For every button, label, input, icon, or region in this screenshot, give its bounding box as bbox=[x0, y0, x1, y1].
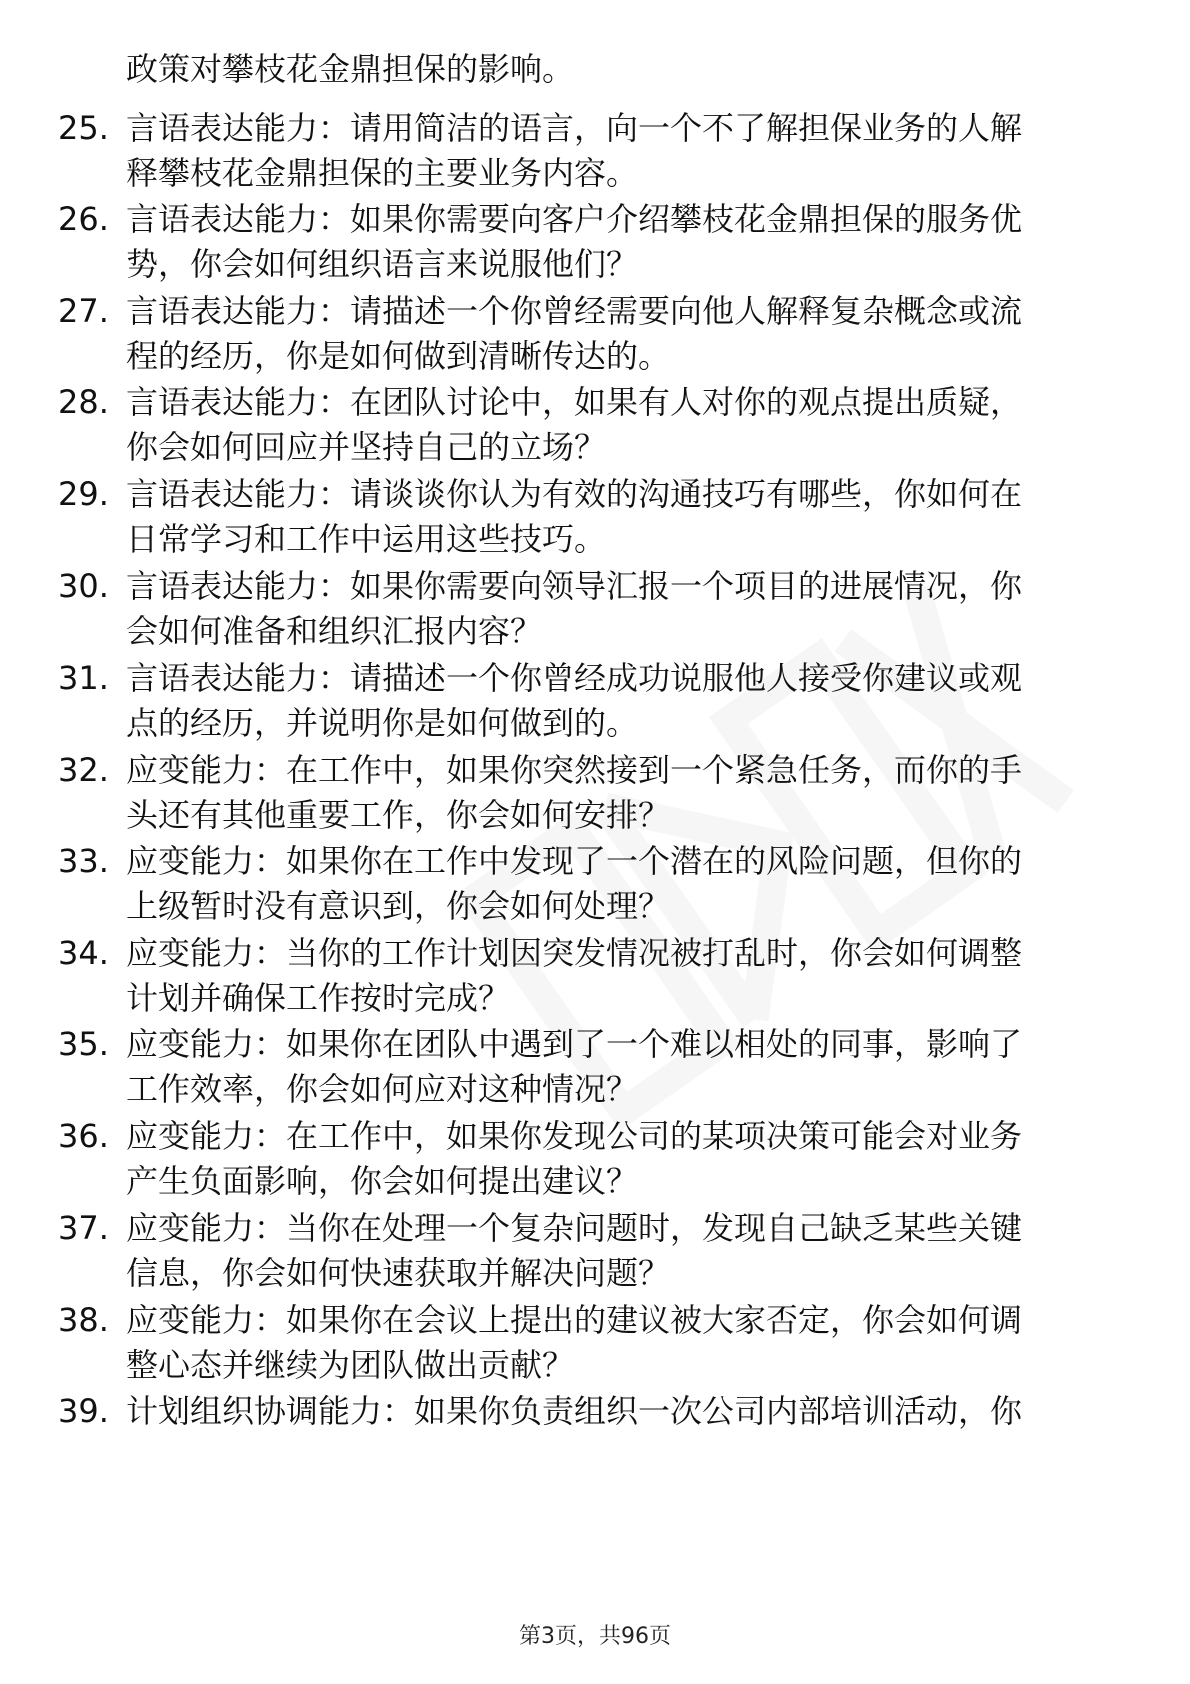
item-text: 计划组织协调能力：如果你负责组织一次公司内部培训活动，你 bbox=[126, 1392, 1023, 1430]
item-number: 27. bbox=[58, 292, 109, 330]
item-text: 应变能力：在工作中，如果你突然接到一个紧急任务，而你的手 头还有其他重要工作，你会如何安排？ bbox=[126, 751, 1023, 834]
item-text: 应变能力：如果你在会议上提出的建议被大家否定，你会如何调 整心态并继续为团队做出贡献？ bbox=[126, 1301, 1023, 1384]
item-number: 26. bbox=[58, 200, 109, 238]
item-number: 39. bbox=[58, 1392, 109, 1430]
item-number: 25. bbox=[58, 109, 109, 147]
item-number: 31. bbox=[58, 659, 109, 697]
item-text: 言语表达能力：请描述一个你曾经成功说服他人接受你建议或观 点的经历，并说明你是如何做到的。 bbox=[126, 659, 1023, 742]
item-number: 28. bbox=[58, 383, 109, 421]
item-number: 35. bbox=[58, 1025, 109, 1063]
item-number: 34. bbox=[58, 934, 109, 972]
page-footer: 第3页，共96页 bbox=[519, 1624, 671, 1649]
item-number: 37. bbox=[58, 1209, 109, 1247]
continuation-text: 政策对攀枝花金鼎担保的影响。 bbox=[126, 50, 575, 88]
item-number: 36. bbox=[58, 1117, 109, 1155]
item-text: 应变能力：当你在处理一个复杂问题时，发现自己缺乏某些关键 信息，你会如何快速获取并解决问题？ bbox=[126, 1209, 1023, 1292]
item-text: 应变能力：如果你在工作中发现了一个潜在的风险问题，但你的 上级暂时没有意识到，你会如何处理？ bbox=[126, 842, 1023, 925]
item-text: 应变能力：当你的工作计划因突发情况被打乱时，你会如何调整 计划并确保工作按时完成？ bbox=[126, 934, 1023, 1017]
item-number: 38. bbox=[58, 1301, 109, 1339]
item-number: 33. bbox=[58, 842, 109, 880]
item-text: 言语表达能力：请谈谈你认为有效的沟通技巧有哪些，你如何在 日常学习和工作中运用这些技巧。 bbox=[126, 475, 1023, 558]
item-number: 32. bbox=[58, 751, 109, 789]
item-text: 言语表达能力：请描述一个你曾经需要向他人解释复杂概念或流 程的经历，你是如何做到清晰传达的。 bbox=[126, 292, 1023, 375]
item-number: 29. bbox=[58, 475, 109, 513]
item-text: 言语表达能力：如果你需要向客户介绍攀枝花金鼎担保的服务优 势，你会如何组织语言来说服他们？ bbox=[126, 200, 1023, 283]
item-text: 言语表达能力：在团队讨论中，如果有人对你的观点提出质疑， 你会如何回应并坚持自己的立场？ bbox=[126, 383, 1023, 466]
item-text: 言语表达能力：如果你需要向领导汇报一个项目的进展情况，你 会如何准备和组织汇报内容？ bbox=[126, 567, 1023, 650]
item-text: 言语表达能力：请用简洁的语言，向一个不了解担保业务的人解 释攀枝花金鼎担保的主要业务内容。 bbox=[126, 109, 1023, 192]
item-text: 应变能力：如果你在团队中遇到了一个难以相处的同事，影响了 工作效率，你会如何应对这种情况？ bbox=[126, 1025, 1023, 1108]
item-text: 应变能力：在工作中，如果你发现公司的某项决策可能会对业务 产生负面影响，你会如何提出建议？ bbox=[126, 1117, 1023, 1200]
item-number: 30. bbox=[58, 567, 109, 605]
